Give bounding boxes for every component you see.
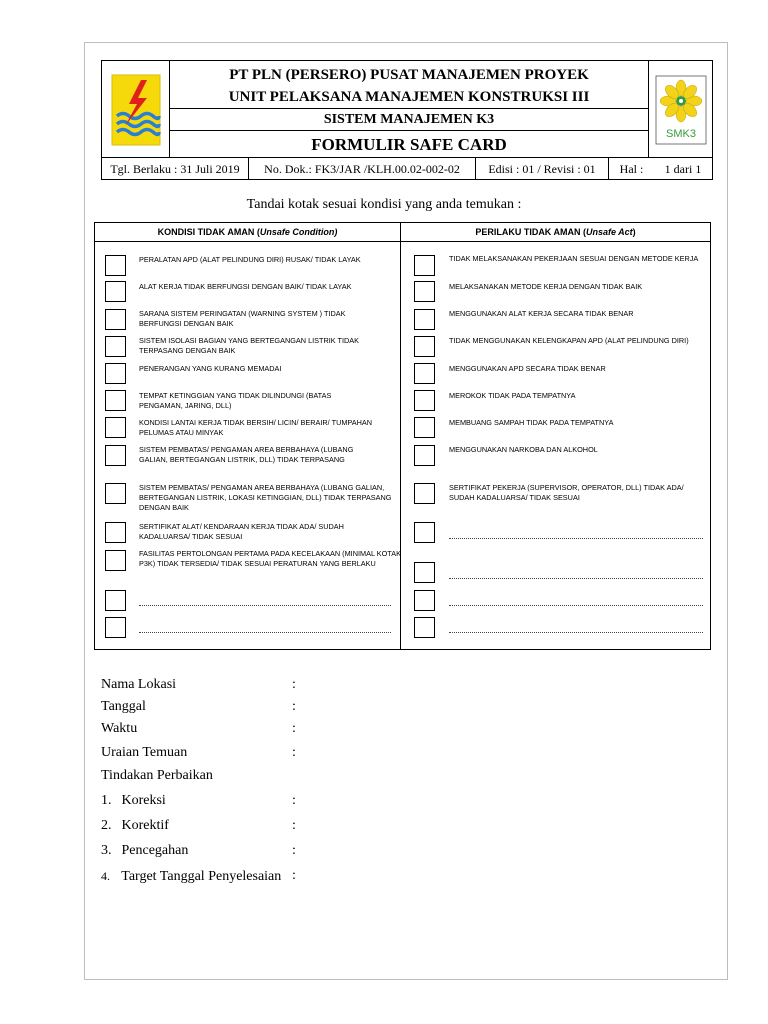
effective-date: Tgl. Berlaku : 31 Juli 2019 (102, 158, 249, 180)
blank-line-act-10[interactable] (449, 538, 703, 539)
instruction-text: Tandai kotak sesuai kondisi yang anda temukan : (246, 197, 522, 212)
checkbox-condition-2[interactable] (105, 281, 126, 302)
act-item-5: MENGGUNAKAN APD SECARA TIDAK BENAR (449, 364, 606, 373)
pln-logo-icon (111, 74, 161, 146)
checkbox-act-9[interactable] (414, 483, 435, 504)
act-item-8: MENGGUNAKAN NARKOBA DAN ALKOHOL (449, 445, 598, 454)
condition-item-5: PENERANGAN YANG KURANG MEMADAI (139, 364, 282, 373)
unsafe-act-header: PERILAKU TIDAK AMAN ( Unsafe Act ) (401, 223, 710, 242)
smk3-logo-icon (655, 75, 707, 145)
condition-item-1: PERALATAN APD (ALAT PELINDUNG DIRI) RUSAK/ TIDAK LAYAK (139, 255, 361, 264)
field-prevention[interactable]: 3. Pencegahan : (101, 843, 296, 858)
checkbox-act-7[interactable] (414, 417, 435, 438)
pln-logo (102, 61, 170, 158)
field-date[interactable]: Tanggal : (101, 699, 296, 714)
document-meta-row (102, 157, 712, 180)
act-item-2: MELAKSANAKAN METODE KERJA DENGAN TIDAK BAIK (449, 282, 643, 291)
condition-item-11: FASILITAS PERTOLONGAN PERTAMA PADA KECELAKAAN (MINIMAL KOTAK P3K) TIDAK TERSEDIA/ TIDAK SESUAI PERATURAN YANG BERLAKU (139, 549, 401, 568)
act-item-7: MEMBUANG SAMPAH TIDAK PADA TEMPATNYA (449, 418, 614, 427)
checkbox-act-2[interactable] (414, 281, 435, 302)
checkbox-condition-8[interactable] (105, 445, 126, 466)
form-title: FORMULIR SAFE CARD (170, 130, 648, 159)
checkbox-condition-9[interactable] (105, 483, 126, 504)
field-correction[interactable]: 1. Koreksi : (101, 793, 296, 808)
checkbox-act-11[interactable] (414, 562, 435, 583)
checklist-table (94, 222, 711, 650)
checkbox-condition-5[interactable] (105, 363, 126, 384)
checkbox-act-3[interactable] (414, 309, 435, 330)
company-name: PT PLN (PERSERO) PUSAT MANAJEMEN PROYEK (229, 67, 589, 83)
act-item-4: TIDAK MENGGUNAKAN KELENGKAPAN APD (ALAT PELINDUNG DIRI) (449, 336, 689, 345)
field-location[interactable]: Nama Lokasi : (101, 677, 296, 692)
checkbox-act-8[interactable] (414, 445, 435, 466)
checkbox-act-4[interactable] (414, 336, 435, 357)
act-item-1: TIDAK MELAKSANAKAN PEKERJAAN SESUAI DENGAN METODE KERJA (449, 254, 699, 263)
svg-text:SMK3: SMK3 (665, 127, 696, 140)
checkbox-act-10[interactable] (414, 522, 435, 543)
blank-line-act-12[interactable] (449, 605, 703, 606)
checkbox-act-1[interactable] (414, 255, 435, 276)
checkbox-act-5[interactable] (414, 363, 435, 384)
field-corrective[interactable]: 2. Korektif : (101, 818, 296, 833)
checkbox-condition-10[interactable] (105, 522, 126, 543)
edition-revision: Edisi : 01 / Revisi : 01 (476, 158, 609, 180)
checkbox-act-13[interactable] (414, 617, 435, 638)
blank-line-condition-13[interactable] (139, 632, 391, 633)
checkbox-act-12[interactable] (414, 590, 435, 611)
checkbox-condition-12[interactable] (105, 590, 126, 611)
page-value: 1 dari 1 (664, 161, 702, 176)
condition-item-2: ALAT KERJA TIDAK BERFUNGSI DENGAN BAIK/ TIDAK LAYAK (139, 282, 352, 291)
condition-item-8: SISTEM PEMBATAS/ PENGAMAN AREA BERBAHAYA (LUBANG GALIAN, BERTEGANGAN LISTRIK, DLL) TIDAK TERPASANG (139, 445, 354, 464)
field-finding-description[interactable]: Uraian Temuan : (101, 745, 296, 760)
system-name: SISTEM MANAJEMEN K3 (170, 108, 648, 131)
blank-line-condition-12[interactable] (139, 605, 391, 606)
field-target-date[interactable]: 4. Target Tanggal Penyelesaian : (101, 868, 296, 884)
checkbox-condition-11[interactable] (105, 550, 126, 571)
condition-item-9: SISTEM PEMBATAS/ PENGAMAN AREA BERBAHAYA (LUBANG GALIAN, BERTEGANGAN LISTRIK, LOKASI KETINGGIAN, DLL) TIDAK TERPASANG DENGAN BAIK (139, 483, 392, 512)
checkbox-condition-1[interactable] (105, 255, 126, 276)
blank-line-act-11[interactable] (449, 578, 703, 579)
page-info (609, 158, 712, 180)
unsafe-condition-header: KONDISI TIDAK AMAN ( Unsafe Condition) (95, 223, 401, 242)
condition-item-7: KONDISI LANTAI KERJA TIDAK BERSIH/ LICIN/ BERAIR/ TUMPAHAN PELUMAS ATAU MINYAK (139, 418, 373, 437)
act-item-6: MEROKOK TIDAK PADA TEMPATNYA (449, 391, 576, 400)
act-item-9: SERTIFIKAT PEKERJA (SUPERVISOR, OPERATOR, DLL) TIDAK ADA/ SUDAH KADALUARSA/ TIDAK SESUAI (449, 483, 684, 502)
header-title-block (170, 61, 648, 158)
blank-line-act-13[interactable] (449, 632, 703, 633)
document-number: No. Dok.: FK3/JAR /KLH.00.02-002-02 (249, 158, 476, 180)
field-time[interactable]: Waktu : (101, 721, 296, 736)
checkbox-condition-4[interactable] (105, 336, 126, 357)
checkbox-condition-7[interactable] (105, 417, 126, 438)
condition-item-3: SARANA SISTEM PERINGATAN (WARNING SYSTEM ) TIDAK BERFUNGSI DENGAN BAIK (139, 309, 346, 328)
page-label: Hal : (619, 161, 644, 176)
field-corrective-action-heading: Tindakan Perbaikan (101, 768, 213, 783)
act-item-3: MENGGUNAKAN ALAT KERJA SECARA TIDAK BENAR (449, 309, 634, 318)
column-divider (400, 223, 401, 649)
checkbox-condition-6[interactable] (105, 390, 126, 411)
condition-item-6: TEMPAT KETINGGIAN YANG TIDAK DILINDUNGI (BATAS PENGAMAN, JARING, DLL) (139, 391, 332, 410)
form-header (101, 60, 713, 180)
smk3-logo (648, 61, 712, 158)
checkbox-condition-13[interactable] (105, 617, 126, 638)
unit-name: UNIT PELAKSANA MANAJEMEN KONSTRUKSI III (228, 89, 590, 105)
condition-item-4: SISTEM ISOLASI BAGIAN YANG BERTEGANGAN LISTRIK TIDAK TERPASANG DENGAN BAIK (139, 336, 360, 355)
condition-item-10: SERTIFIKAT ALAT/ KENDARAAN KERJA TIDAK ADA/ SUDAH KADALUARSA/ TIDAK SESUAI (139, 522, 344, 541)
checkbox-condition-3[interactable] (105, 309, 126, 330)
checkbox-act-6[interactable] (414, 390, 435, 411)
